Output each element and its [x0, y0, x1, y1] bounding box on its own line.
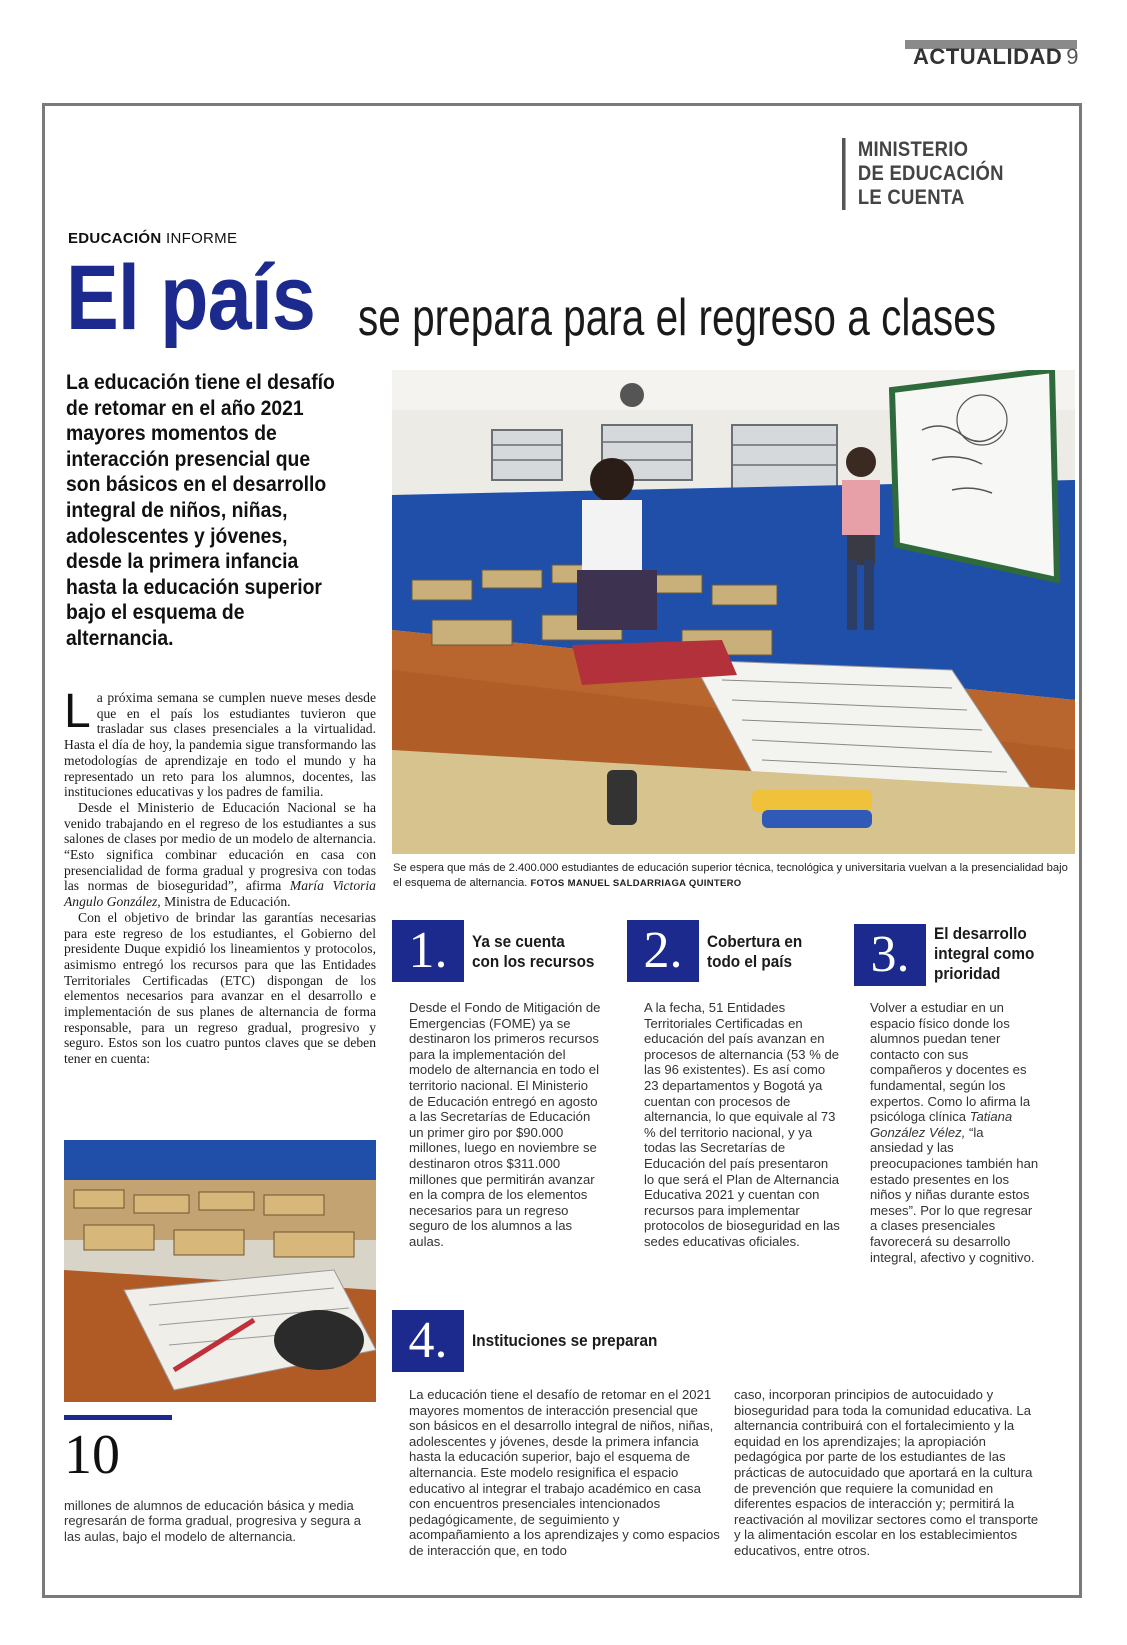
body-paragraph	[64, 685, 376, 800]
ministry-line: LE CUENTA	[857, 186, 965, 209]
desk-photo	[64, 1140, 376, 1402]
credit-name: MANUEL SALDARRIAGA QUINTERO	[567, 878, 742, 889]
body-paragraph: Con el objetivo de brindar las garantías necesarias para este regreso de los estudiantes, el Gobierno del presidente Duque expidió los lineamientos y protocolos, asimismo entregó los recursos para que las Entidades Territoriales Certificadas (ETC) dispongan de los elementos necesarios para avanzar en el desarrollo e implementación de sus planes de alternancia de forma responsable, para un regreso gradual, progresivo y seguro. Estos son los cuatro puntos claves que se deben tener en cuenta:	[64, 909, 376, 1067]
stat-rule	[64, 1415, 172, 1420]
classroom-photo-graphic	[392, 370, 1075, 854]
point-text-column: caso, incorporan principios de autocuidado y bioseguridad para toda la comunidad educativa. La alternancia contribuirá con el fortalecimiento y la equidad en los aprendizajes; la apropiación pedagógica por parte de los estudiantes de las prácticas de autocuidado que aportará en la cultura de prevención que requiere la comunidad en diferentes espacios de interacción y; permitirá la reactivación al movilizar sectores como el transporte y la alimentación escolar en los establecimientos educativos, entre otros.	[734, 1387, 1039, 1558]
point-title-line: integral como	[934, 944, 1035, 963]
section-header	[913, 44, 1079, 70]
point-title	[472, 932, 594, 972]
lead-paragraph: La educación tiene el desafío de retomar en el año 2021 mayores momentos de interacción presencial que son básicos en el desarrollo integral de niños, niñas, adolescentes y jóvenes, desde la primera infancia hasta la educación superior bajo el esquema de alternancia.	[66, 370, 335, 650]
point-title-line: todo el país	[707, 952, 793, 971]
classroom-photo	[392, 370, 1075, 854]
stat-text: millones de alumnos de educación básica y media regresarán de forma gradual, progresiva y segura a las aulas, bajo el modelo de alternancia.	[64, 1498, 361, 1544]
point-title-line: Ya se cuenta	[472, 932, 565, 951]
caption-text: Se espera que más de 2.400.000 estudiantes de educación superior técnica, tecnológica y universitaria vuelvan a la presencialidad bajo el esquema de alternancia.	[393, 862, 1068, 889]
point-title-line: El desarrollo	[934, 924, 1027, 943]
point-text	[870, 1000, 1040, 1265]
headline-rest: se prepara para el regreso a clases	[358, 289, 997, 347]
point-title-line: prioridad	[934, 964, 1001, 983]
page-number: 9	[1066, 44, 1079, 69]
point-text: A la fecha, 51 Entidades Territoriales Certificadas en educación del país avanzan en procesos de alternancia (53 % de las 96 existentes). Es así como 23 departamentos y Bogotá ya cuentan con procesos de alternancia, lo que equivale al 73 % del territorio nacional, y ya todas las Secretarías de Educación del país presentaron lo que será el Plan de Alternancia Educativa 2021 y cuentan con recursos para implementar protocolos de bioseguridad en las sedes educativas oficiales.	[644, 1000, 840, 1249]
headline-emphasis: El país	[66, 247, 316, 349]
body-paragraph	[64, 800, 376, 910]
kicker	[68, 230, 237, 247]
kicker-type: INFORME	[166, 230, 238, 247]
ministry-tag	[842, 138, 1004, 210]
quoted-person: Tatiana González Vélez,	[870, 1109, 1013, 1140]
point-title	[707, 932, 802, 972]
point-number-box: 1.	[392, 920, 464, 982]
point-text-part: Volver a estudiar en un espacio físico donde los alumnos puedan tener contacto con sus compañeros y docentes es fundamental, según los expertos. Como lo afirma la psicóloga clínica	[870, 1000, 1031, 1125]
quoted-person: María Victoria Angulo González,	[64, 878, 376, 910]
point-title: Instituciones se preparan	[472, 1331, 658, 1350]
drop-cap: L	[64, 685, 91, 738]
point-title-line: con los recursos	[472, 952, 595, 971]
stat-number: 10	[64, 1424, 120, 1486]
point-number-box: 2.	[627, 920, 699, 982]
point-text-column: La educación tiene el desafío de retomar en el 2021 mayores momentos de interacción presencial que son básicos en el desarrollo integral de niños, niñas, adolescentes y jóvenes, desde la primera infancia hasta la educación superior, bajo el esquema de alternancia. Este modelo resignifica el espacio educativo al integrar el trabajo académico en casa con encuentros presenciales intencionados pedagógicamente, de seguimiento y acompañamiento a los aprendizajes y como espacios de interacción que, en todo	[409, 1387, 720, 1558]
section-name: ACTUALIDAD	[913, 44, 1063, 69]
ministry-line: DE EDUCACIÓN	[857, 162, 1004, 185]
body-text: Ministra de Educación.	[160, 894, 291, 910]
point-text-part: “la ansiedad y las preocupaciones también han estado presentes en los niños y niñas durante estos meses”. Por lo que regresar a clases presenciales favorecerá su desarrollo integral, afectivo y cognitivo.	[870, 1124, 1039, 1265]
point-title	[934, 924, 1034, 984]
credit-label: FOTOS	[530, 878, 565, 889]
point-number-box: 4.	[392, 1310, 464, 1372]
point-number-box: 3.	[854, 924, 926, 986]
article-body	[64, 685, 376, 1067]
body-text: Desde el Ministerio de Educación Nacional se ha venido trabajando en el regreso de los estudiantes a sus salones de clases por medio de un modelo de alternancia. “Esto significa combinar educación en casa con presencialidad de forma gradual y progresiva con todas las normas de bioseguridad”, afirma	[64, 799, 376, 894]
photo-caption	[393, 861, 1073, 891]
body-text: a próxima semana se cumplen nueve meses desde que en el país los estudiantes tuvieron que trasladar sus clases presenciales a la virtualidad. Hasta el día de hoy, la pandemia sigue transformando las metodologías de aprendizaje en todo el mundo y ha representado un reto para los alumnos, docentes, las instituciones educativas y los padres de familia.	[64, 690, 376, 800]
point-title-line: Cobertura en	[707, 932, 803, 951]
kicker-section: EDUCACIÓN	[68, 230, 162, 247]
point-text: Desde el Fondo de Mitigación de Emergencias (FOME) ya se destinaron los primeros recursos para la implementación del modelo de alternancia en todo el territorio nacional. El Ministerio de Educación entregó en agosto a las Secretarías de Educación un primer giro por $90.000 millones, luego en noviembre se destinaron otros $311.000 millones que permitirán avanzar en la compra de los elementos necesarios para un regreso seguro de los alumnos a las aulas.	[409, 1000, 601, 1249]
ministry-line: MINISTERIO	[857, 138, 969, 161]
desk-photo-graphic	[64, 1140, 376, 1402]
